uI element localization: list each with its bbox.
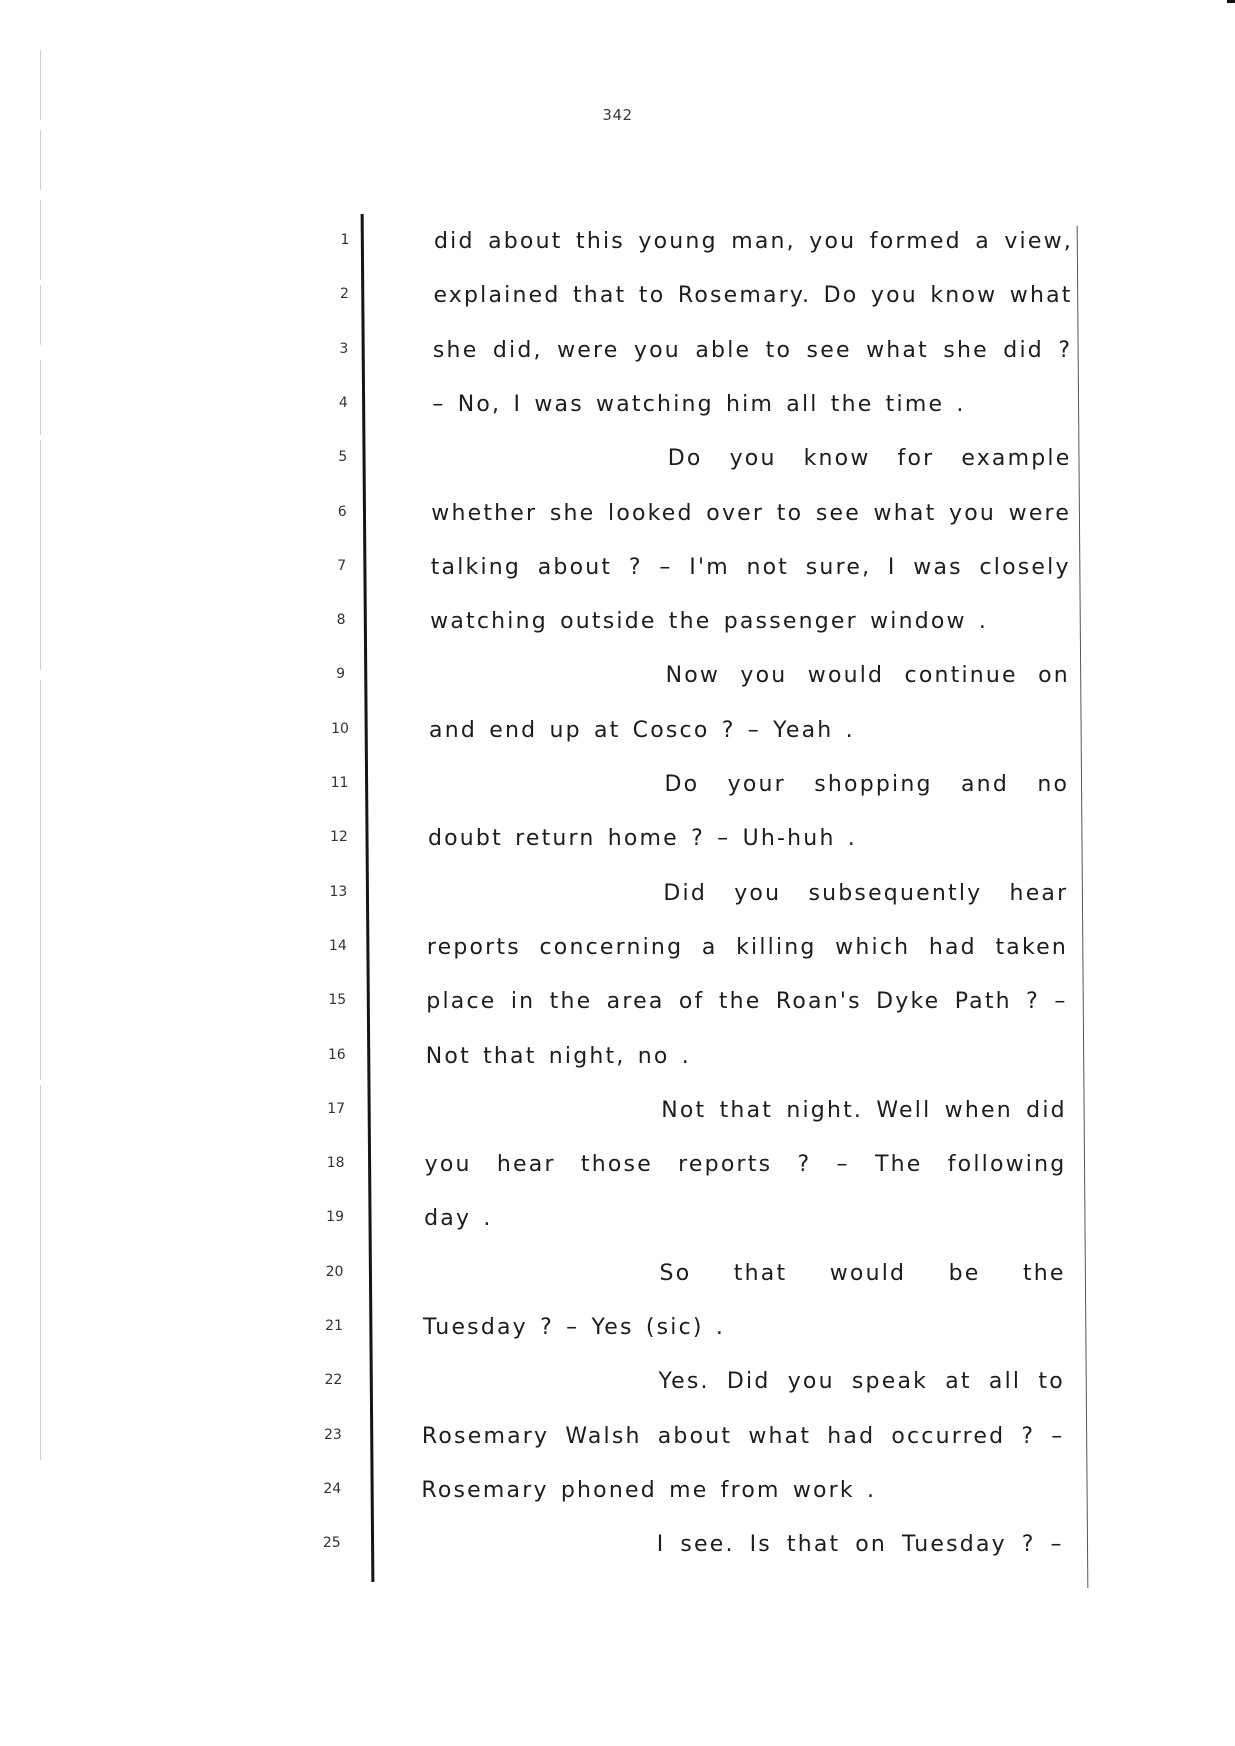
line-number: 21	[325, 1318, 343, 1334]
transcript-line	[0, 1254, 1235, 1294]
line-text: explained that to Rosemary. Do you know what	[433, 283, 1073, 309]
line-text: doubt return home ? – Uh-huh .	[427, 826, 857, 852]
line-number: 4	[338, 394, 348, 411]
line-text: Not that night. Well when did	[661, 1097, 1067, 1123]
line-number: 17	[327, 1100, 346, 1117]
line-number: 3	[339, 340, 349, 357]
line-text: Tuesday ? – Yes (sic) .	[423, 1315, 726, 1340]
transcript-line	[0, 1417, 1235, 1457]
transcript-line	[0, 1199, 1235, 1239]
line-text: did about this young man, you formed a view,	[434, 229, 1073, 254]
line-number: 23	[323, 1426, 342, 1443]
line-number: 2	[339, 286, 349, 303]
transcript-line	[0, 1471, 1235, 1511]
transcript-line	[0, 222, 1235, 262]
line-number: 14	[328, 937, 347, 954]
transcript-line	[0, 1145, 1235, 1185]
line-text: Do you know for example	[667, 446, 1072, 472]
line-text: Do your shopping and no	[664, 772, 1070, 797]
transcript-line	[0, 439, 1235, 479]
line-number: 15	[328, 992, 347, 1009]
line-number: 19	[326, 1209, 344, 1226]
transcript-line	[0, 711, 1235, 751]
line-number: 22	[324, 1372, 343, 1389]
line-text: reports concerning a killing which had taken	[426, 934, 1068, 960]
transcript-line	[0, 276, 1235, 316]
transcript-line	[0, 494, 1235, 534]
line-number: 9	[336, 666, 346, 683]
transcript-line	[0, 1525, 1235, 1565]
line-text: Rosemary Walsh about what had occurred ? –	[421, 1423, 1065, 1449]
transcript-line	[0, 1362, 1235, 1402]
line-number: 10	[331, 720, 349, 737]
line-text: Yes. Did you speak at all to	[658, 1369, 1065, 1395]
line-text: I see. Is that on Tuesday ? –	[656, 1532, 1064, 1558]
transcript-line	[0, 385, 1235, 425]
line-number: 16	[327, 1046, 346, 1063]
line-text: and end up at Cosco ? – Yeah .	[429, 717, 855, 743]
transcript-line	[0, 602, 1235, 642]
line-number: 13	[329, 883, 348, 900]
line-text: Rosemary phoned me from work .	[421, 1477, 877, 1503]
line-text: Now you would continue on	[665, 663, 1070, 689]
line-number: 8	[336, 612, 346, 629]
transcript-line	[0, 765, 1235, 805]
line-number: 7	[337, 557, 347, 574]
line-text: So that would be the	[659, 1260, 1066, 1286]
transcript-line	[0, 874, 1235, 914]
line-text: you hear those reports ? – The following	[424, 1152, 1067, 1178]
line-number: 1	[340, 232, 350, 248]
line-text: talking about ? – I'm not sure, I was closely	[430, 554, 1071, 580]
line-number: 5	[338, 449, 348, 466]
line-text: watching outside the passenger window .	[430, 609, 989, 635]
transcript-line	[0, 928, 1235, 968]
line-number: 12	[330, 829, 348, 846]
line-number: 18	[326, 1155, 345, 1172]
line-number: 11	[330, 775, 349, 791]
line-text: day .	[424, 1206, 493, 1232]
transcript-line	[0, 331, 1235, 371]
transcript-line	[0, 1308, 1235, 1348]
transcript-line	[0, 819, 1235, 859]
transcript-line	[0, 1037, 1235, 1077]
line-text: – No, I was watching him all the time .	[432, 391, 966, 417]
transcript-line	[0, 548, 1235, 588]
line-text: Not that night, no .	[425, 1043, 691, 1069]
transcript-line	[0, 656, 1235, 696]
line-text: she did, were you able to see what she did ?	[432, 337, 1073, 363]
transcript-line	[0, 982, 1235, 1022]
line-text: whether she looked over to see what you were	[431, 500, 1072, 526]
line-text: Did you subsequently hear	[663, 880, 1069, 906]
line-number: 20	[325, 1263, 344, 1280]
line-number: 24	[323, 1480, 342, 1497]
line-number: 25	[322, 1535, 341, 1552]
page-number: 342	[602, 106, 633, 124]
line-number: 6	[337, 503, 347, 520]
transcript-line	[0, 1091, 1235, 1131]
line-text: place in the area of the Roan's Dyke Path ? –	[426, 989, 1068, 1015]
